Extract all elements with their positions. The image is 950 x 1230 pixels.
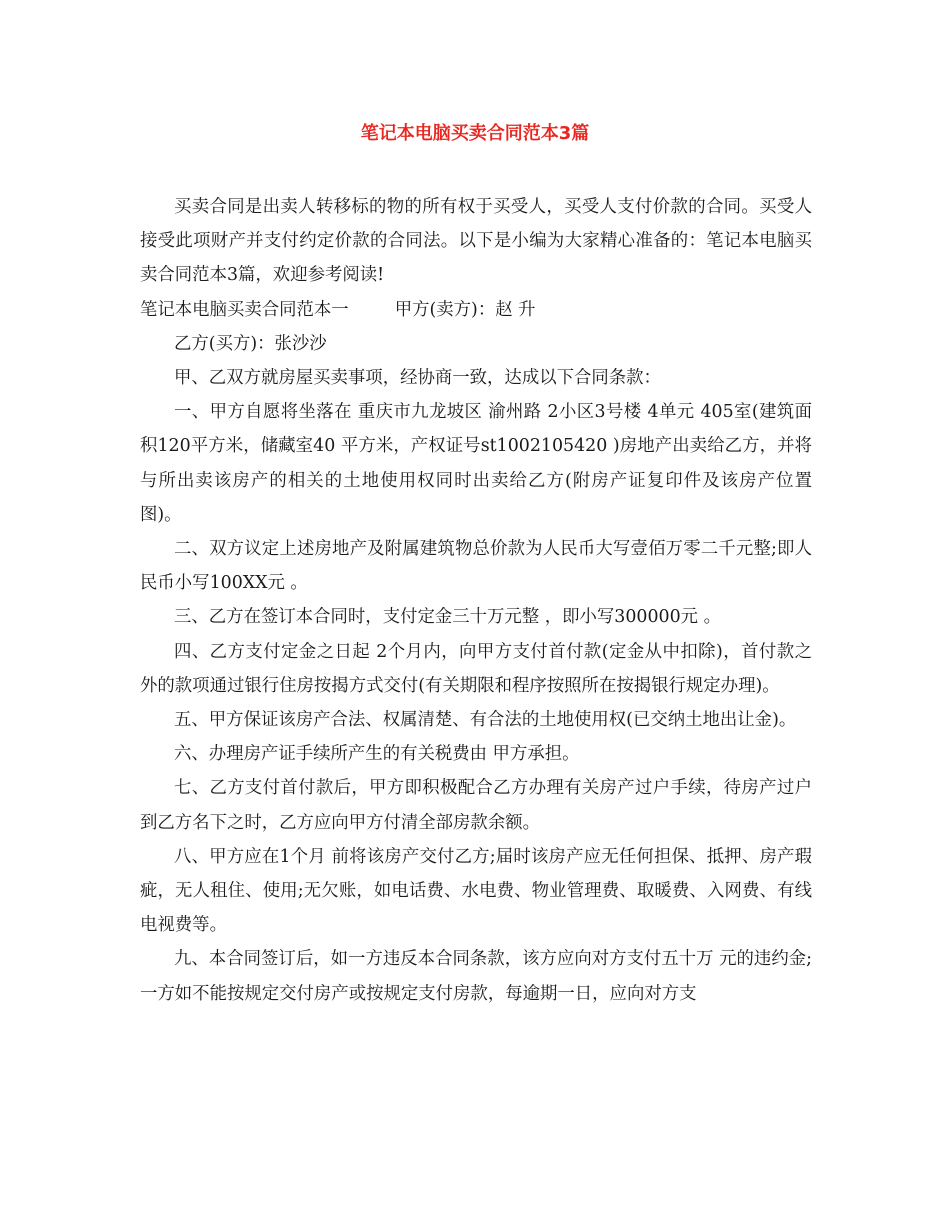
clause-4: 四、乙方支付定金之日起 2个月内，向甲方支付首付款(定金从中扣除)，首付款之外的款项通过银行住房按揭方式交付(有关期限和程序按照所在按揭银行规定办理)。 xyxy=(140,641,812,696)
party-b: 乙方(买方)：张沙沙 xyxy=(174,333,327,354)
party-a: 甲方(卖方)：赵 升 xyxy=(394,299,536,320)
clause-1: 一、甲方自愿将坐落在 重庆市九龙坡区 渝州路 2小区3号楼 4单元 405室(建筑面积120平方米，储藏室40 平方米，产权证号st1002105420 )房地产出卖给乙方，并将与所出卖该房产的相关的土地使用权同时出卖给乙方(附房产证复印件及该房产位置图)。 xyxy=(140,402,812,525)
section-heading-line xyxy=(140,293,812,327)
clause-5: 五、甲方保证该房产合法、权属清楚、有合法的土地使用权(已交纳土地出让金)。 xyxy=(174,710,797,731)
clause-9: 九、本合同签订后，如一方违反本合同条款，该方应向对方支付五十万 元的违约金;一方如不能按规定交付房产或按规定支付房款，每逾期一日，应向对方支 xyxy=(140,949,812,1004)
clause-6: 六、办理房产证手续所产生的有关税费由 甲方承担。 xyxy=(174,744,580,765)
clause-3: 三、乙方在签订本合同时，支付定金三十万元整 ，即小写300000元 。 xyxy=(174,607,721,628)
clause-8: 八、甲方应在1个月 前将该房产交付乙方;届时该房产应无任何担保、抵押、房产瑕疵，无人租住、使用;无欠账，如电话费、水电费、物业管理费、取暖费、入网费、有线电视费等。 xyxy=(140,846,812,936)
preamble: 甲、乙双方就房屋买卖事项，经协商一致，达成以下合同条款： xyxy=(174,368,661,389)
document-body xyxy=(140,190,812,1011)
intro-paragraph: 买卖合同是出卖人转移标的物的所有权于买受人，买受人支付价款的合同。买受人接受此项财产并支付约定价款的合同法。以下是小编为大家精心准备的：笔记本电脑买卖合同范本3篇，欢迎参考阅读! xyxy=(140,197,812,286)
clause-2: 二、双方议定上述房地产及附属建筑物总价款为人民币大写壹佰万零二千元整;即人民币小写100XX元 。 xyxy=(140,539,812,594)
clause-7: 七、乙方支付首付款后，甲方即积极配合乙方办理有关房产过户手续，待房产过户到乙方名下之时，乙方应向甲方付清全部房款余额。 xyxy=(140,778,812,833)
section-heading: 笔记本电脑买卖合同范本一 xyxy=(140,299,349,320)
document-title: 笔记本电脑买卖合同范本3篇 xyxy=(360,123,590,144)
